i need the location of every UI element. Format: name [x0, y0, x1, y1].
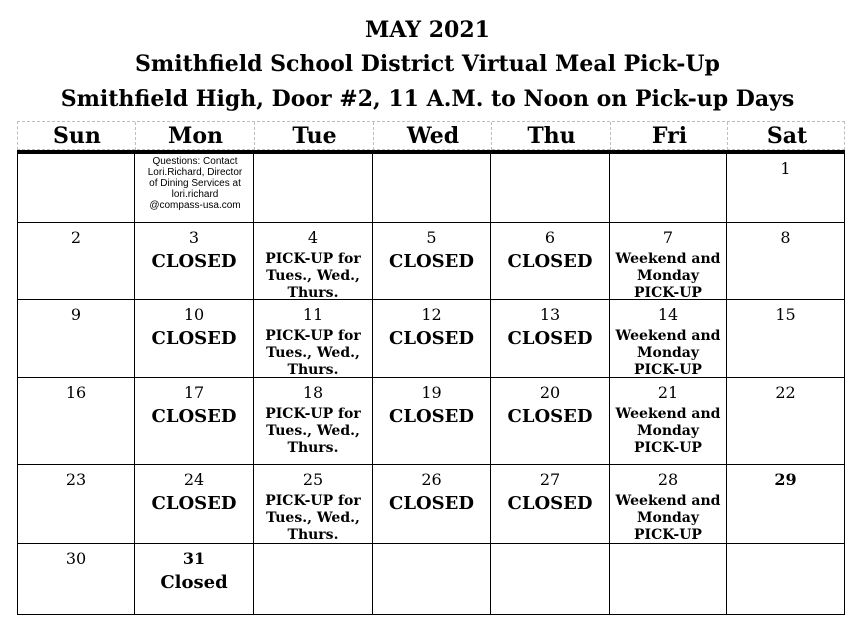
day-number: 16 [65, 383, 87, 402]
calendar [17, 121, 845, 615]
calendar-cell [610, 378, 727, 465]
closed-label: CLOSED [389, 251, 474, 272]
calendar-cell [491, 465, 610, 544]
day-header-divider [254, 122, 255, 150]
calendar-cell [491, 154, 610, 223]
day-number: 2 [70, 228, 82, 247]
day-number: 24 [183, 470, 205, 489]
calendar-cell [17, 223, 135, 300]
closed-label: CLOSED [507, 251, 593, 272]
day-number: 29 [774, 470, 797, 489]
calendar-cell [727, 544, 845, 615]
pickup-label: PICK-UP for Tues., Wed., Thurs. [265, 493, 361, 543]
calendar-cell [254, 544, 373, 615]
calendar-cell [727, 300, 845, 378]
closed-label: CLOSED [151, 328, 237, 349]
calendar-cell [610, 300, 727, 378]
closed-label: Closed [160, 572, 228, 593]
pickup-label: Weekend and Monday PICK-UP [615, 406, 721, 456]
day-header-tue: Tue [292, 123, 337, 149]
day-header-sun: Sun [53, 123, 101, 149]
day-number: 28 [657, 470, 679, 489]
day-number: 17 [183, 383, 205, 402]
day-number: 10 [183, 305, 205, 324]
calendar-cell [373, 300, 491, 378]
day-number: 26 [421, 470, 442, 489]
calendar-cell [491, 544, 610, 615]
calendar-grid [17, 154, 845, 615]
day-header-row [17, 121, 845, 150]
calendar-cell [17, 300, 135, 378]
day-number: 8 [780, 228, 791, 247]
calendar-cell [727, 154, 845, 223]
calendar-cell [727, 465, 845, 544]
day-number: 5 [426, 228, 437, 247]
day-header-fri: Fri [651, 123, 688, 149]
title-program: Smithfield School District Virtual Meal Pick-Up [135, 51, 720, 77]
day-number: 31 [182, 549, 206, 568]
closed-label: CLOSED [151, 493, 237, 514]
calendar-cell [373, 154, 491, 223]
calendar-cell [373, 223, 491, 300]
calendar-cell [17, 154, 135, 223]
closed-label: CLOSED [151, 251, 237, 272]
day-number: 9 [70, 305, 82, 324]
calendar-cell [254, 154, 373, 223]
day-header-divider [373, 122, 374, 150]
pickup-label: PICK-UP for Tues., Wed., Thurs. [265, 251, 361, 301]
calendar-cell [727, 223, 845, 300]
calendar-cell [254, 300, 373, 378]
closed-label: CLOSED [507, 493, 593, 514]
calendar-cell [373, 544, 491, 615]
calendar-cell [610, 223, 727, 300]
day-number: 6 [544, 228, 556, 247]
day-number: 23 [65, 470, 87, 489]
calendar-cell [135, 223, 254, 300]
calendar-cell [610, 154, 727, 223]
calendar-cell [17, 465, 135, 544]
closed-label: CLOSED [151, 406, 237, 427]
closed-label: CLOSED [507, 406, 593, 427]
day-number: 12 [421, 305, 442, 324]
title-location: Smithfield High, Door #2, 11 A.M. to Noon on Pick-up Days [60, 86, 795, 112]
day-number: 30 [65, 549, 87, 568]
day-number: 25 [302, 470, 324, 489]
day-header-divider [135, 122, 136, 150]
closed-label: CLOSED [507, 328, 593, 349]
calendar-cell [135, 300, 254, 378]
day-number: 22 [775, 383, 796, 402]
day-number: 27 [539, 470, 561, 489]
day-header-divider [727, 122, 728, 150]
day-number: 20 [539, 383, 561, 402]
pickup-label: PICK-UP for Tues., Wed., Thurs. [265, 328, 361, 378]
pickup-label: PICK-UP for Tues., Wed., Thurs. [265, 406, 361, 456]
calendar-cell [135, 378, 254, 465]
calendar-cell [135, 465, 254, 544]
day-number: 3 [188, 228, 200, 247]
day-number: 4 [307, 228, 319, 247]
calendar-cell [491, 300, 610, 378]
pickup-label: Weekend and Monday PICK-UP [615, 251, 721, 301]
calendar-cell [610, 544, 727, 615]
calendar-cell [135, 544, 254, 615]
calendar-cell [491, 378, 610, 465]
calendar-cell [254, 465, 373, 544]
day-number: 14 [657, 305, 679, 324]
day-number: 15 [775, 305, 796, 324]
calendar-cell [254, 378, 373, 465]
closed-label: CLOSED [389, 493, 474, 514]
calendar-cell [135, 154, 254, 223]
contact-note: Questions: Contact Lori.Richard, Director of Dining Services at lori.richard @compass-usa.com [147, 156, 243, 211]
calendar-cell [610, 465, 727, 544]
calendar-cell [254, 223, 373, 300]
calendar-cell [17, 378, 135, 465]
day-number: 19 [421, 383, 442, 402]
day-header-thu: Thu [527, 123, 576, 149]
day-header-mon: Mon [167, 123, 224, 149]
calendar-cell [373, 465, 491, 544]
day-number: 13 [539, 305, 561, 324]
calendar-cell [373, 378, 491, 465]
day-number: 11 [302, 305, 324, 324]
closed-label: CLOSED [389, 406, 474, 427]
day-number: 7 [662, 228, 674, 247]
day-header-divider [610, 122, 611, 150]
pickup-label: Weekend and Monday PICK-UP [615, 328, 721, 378]
day-header-sat: Sat [766, 123, 808, 149]
day-number: 1 [780, 159, 791, 178]
day-header-wed: Wed [406, 123, 460, 149]
closed-label: CLOSED [389, 328, 474, 349]
pickup-label: Weekend and Monday PICK-UP [615, 493, 721, 543]
day-header-divider [491, 122, 492, 150]
calendar-cell [17, 544, 135, 615]
day-number: 18 [302, 383, 324, 402]
calendar-cell [727, 378, 845, 465]
calendar-cell [491, 223, 610, 300]
title-month: MAY 2021 [365, 17, 490, 43]
day-number: 21 [657, 383, 679, 402]
